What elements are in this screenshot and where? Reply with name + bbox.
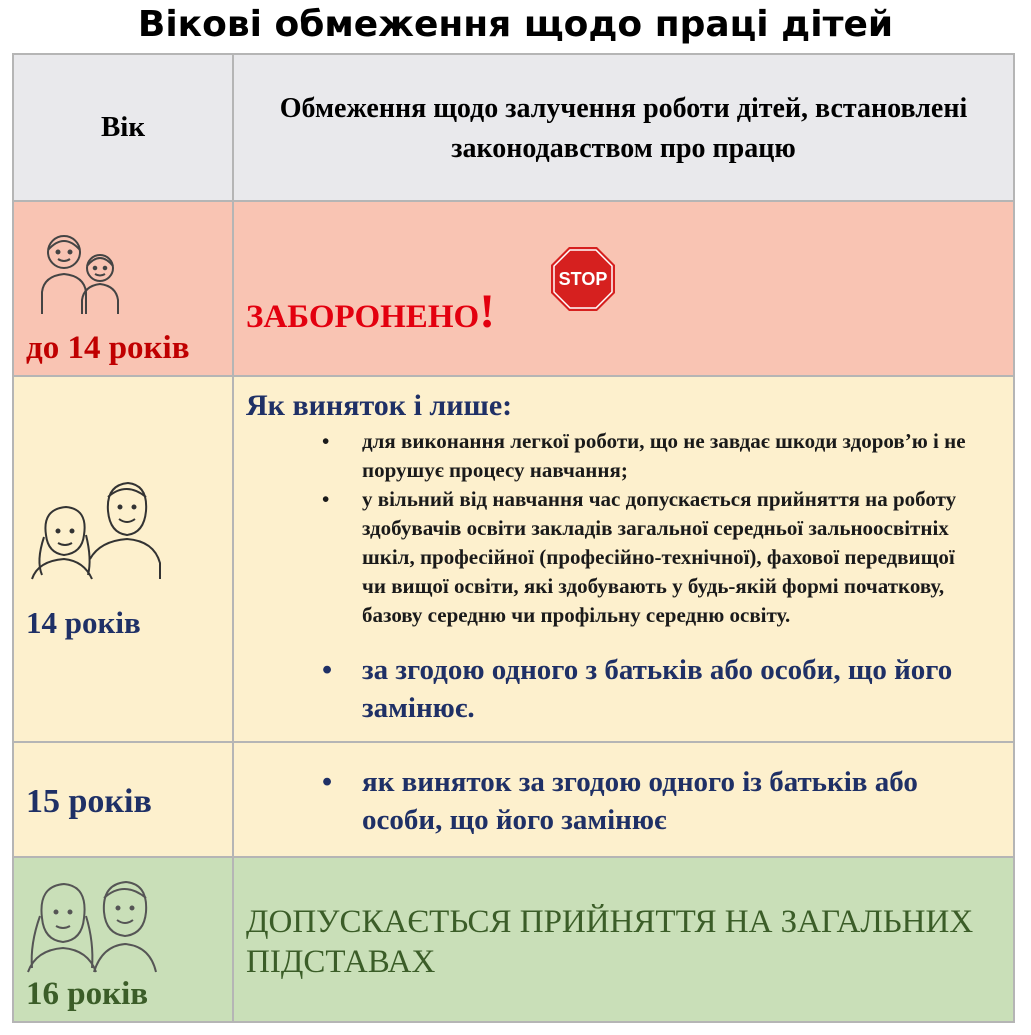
stop-sign-text: STOP xyxy=(558,269,608,289)
forbidden-label xyxy=(246,284,495,339)
page-title: Вікові обмеження щодо праці дітей xyxy=(137,4,894,45)
header-restrictions-label: Обмеження щодо залучення роботи дітей, встановлені законодавством про працю xyxy=(279,93,968,164)
restriction-cell xyxy=(234,377,1013,741)
age-cell xyxy=(14,377,234,741)
age-cell xyxy=(14,202,234,375)
table-row-under-14 xyxy=(14,202,1013,377)
list-item: • для виконання легкої роботи, що не завдає шкоди здоров’ю і не порушує процесу навчання; xyxy=(312,427,972,485)
table-row-14 xyxy=(14,377,1013,743)
conditions-list xyxy=(312,427,972,630)
consent-list xyxy=(312,651,972,727)
restriction-cell xyxy=(234,202,1013,375)
allowed-text: ДОПУСКАЄТЬСЯ ПРИЙНЯТТЯ НА ЗАГАЛЬНИХ ПІДСТАВАХ xyxy=(246,904,974,980)
restriction-cell xyxy=(234,858,1013,1021)
list-item: • за згодою одного з батьків або особи, що його замінює. xyxy=(312,651,972,727)
teenagers-icon xyxy=(28,475,162,581)
age-label-14: 14 років xyxy=(26,605,141,640)
header-age-label: Вік xyxy=(100,111,146,143)
age-restrictions-table xyxy=(12,53,1015,1023)
age-label-under-14: до 14 років xyxy=(26,330,190,366)
conditions-list xyxy=(312,763,972,839)
forbidden-text: ЗАБОРОНЕНО xyxy=(246,299,480,335)
age-cell xyxy=(14,743,234,856)
table-header-row xyxy=(14,55,1013,202)
children-icon xyxy=(38,230,130,316)
table-row-15 xyxy=(14,743,1013,858)
header-age-cell xyxy=(14,55,234,200)
young-adults-icon xyxy=(22,878,160,974)
age-label-15: 15 років xyxy=(26,783,152,820)
age-label-16: 16 років xyxy=(26,976,149,1012)
header-restrictions-cell xyxy=(234,55,1013,200)
table-row-16 xyxy=(14,858,1013,1021)
restriction-cell xyxy=(234,743,1013,856)
list-item: • як виняток за згодою одного із батьків або особи, що його замінює xyxy=(312,763,972,839)
exclamation-mark: ! xyxy=(479,285,496,338)
age-cell xyxy=(14,858,234,1021)
stop-sign-icon xyxy=(550,246,616,312)
list-item: • у вільний від навчання час допускається прийняття на роботу здобувачів освіти закладів загальної середньої зальноосвітніх шкіл, професійної (професійно-технічної), фахової передвищої чи вищої освіти, які здобувають у будь-якій формі початкову, базову середню чи профільну середню освіту. xyxy=(312,485,972,630)
exception-intro: Як виняток і лише: xyxy=(246,389,513,422)
